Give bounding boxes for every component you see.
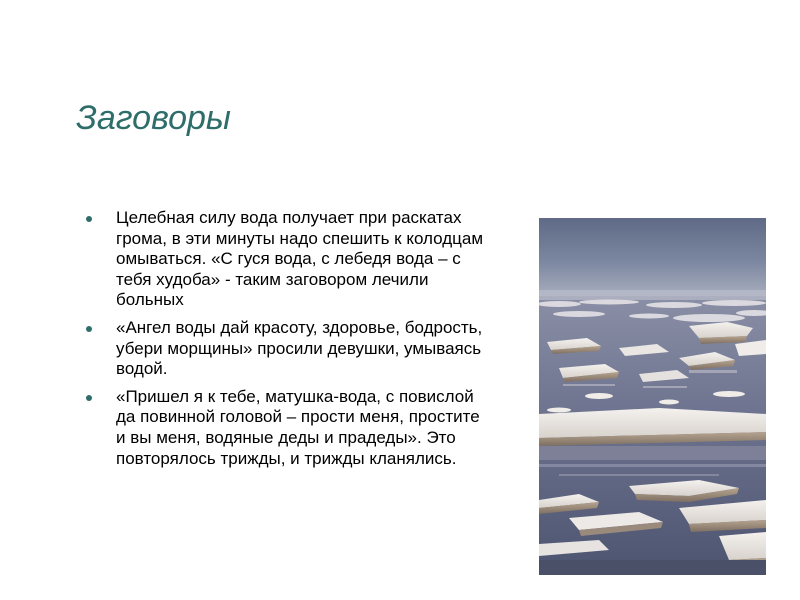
bullet-dot-icon — [86, 216, 92, 222]
bullet-list — [86, 208, 491, 476]
bullet-text: Целебная силу вода получает при раскатах грома, в эти минуты надо спешить к колодцам омываться. «С гуся вода, с лебедя вода – с тебя худоба» - таким заговором лечили больных — [116, 208, 484, 310]
bullet-dot-icon — [86, 326, 92, 332]
bullet-item — [86, 387, 491, 469]
bullet-dot-icon — [86, 395, 92, 401]
slide-title: Заговоры — [76, 99, 231, 137]
bullet-item — [86, 208, 491, 311]
bullet-text: «Ангел воды дай красоту, здоровье, бодрость, убери морщины» просили девушки, умываясь водой. — [116, 317, 483, 379]
ice-floes-photo — [539, 218, 766, 575]
bullet-text: «Пришел я к тебе, матушка-вода, с повислой да повинной головой – прости меня, простите и вы меня, водяные деды и прадеды». Это повторялось трижды, и трижды кланялись. — [116, 386, 480, 468]
bullet-item — [86, 318, 491, 380]
